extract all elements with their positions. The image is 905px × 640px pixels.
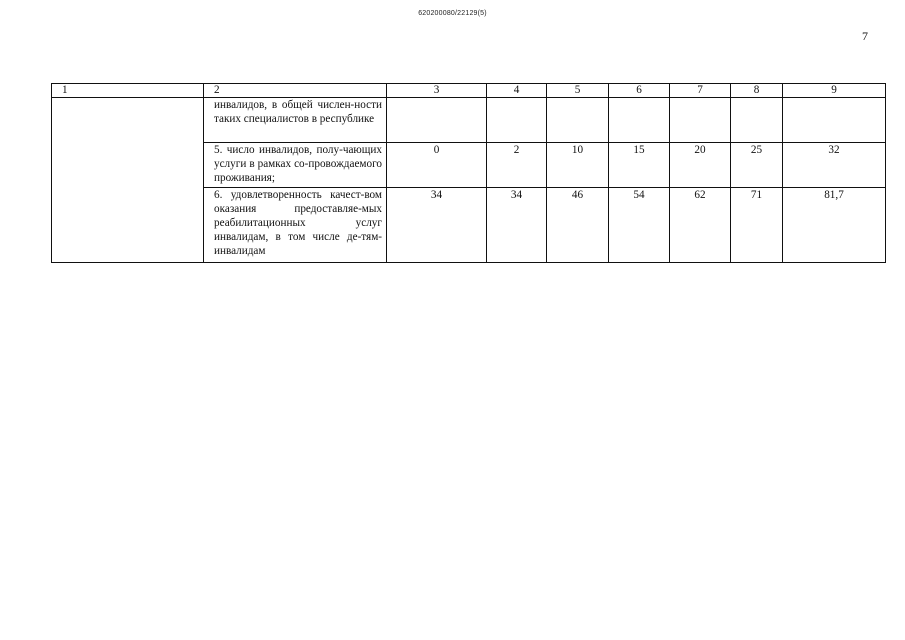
column-header-5: 5	[547, 84, 609, 98]
table-cell-value: 71	[731, 188, 783, 263]
table-cell-description: инвалидов, в общей числен-ности таких специалистов в республике	[204, 98, 387, 143]
page-number: 7	[862, 29, 868, 43]
table-cell-value: 46	[547, 188, 609, 263]
table-cell-value: 54	[609, 188, 670, 263]
column-header-7: 7	[670, 84, 731, 98]
table-cell-value	[783, 98, 886, 143]
table-cell-value: 32	[783, 143, 886, 188]
table-cell-description: 5. число инвалидов, полу-чающих услуги в рамках со-провождаемого проживания;	[204, 143, 387, 188]
table-cell-value: 15	[609, 143, 670, 188]
table-cell-col1	[52, 98, 204, 263]
column-header-1: 1	[52, 84, 204, 98]
column-header-8: 8	[731, 84, 783, 98]
table-cell-value: 62	[670, 188, 731, 263]
table-cell-value: 2	[487, 143, 547, 188]
table-cell-value: 10	[547, 143, 609, 188]
document-code: 620200080/22129(5)	[418, 10, 487, 17]
table-cell-value	[670, 98, 731, 143]
column-header-4: 4	[487, 84, 547, 98]
table-header-row	[52, 84, 886, 98]
table-cell-value: 34	[487, 188, 547, 263]
table-row	[52, 98, 886, 143]
table-cell-value: 0	[387, 143, 487, 188]
table-cell-value	[609, 98, 670, 143]
data-table	[51, 83, 886, 263]
column-header-9: 9	[783, 84, 886, 98]
table-cell-value	[387, 98, 487, 143]
table-cell-value	[547, 98, 609, 143]
table-cell-value: 20	[670, 143, 731, 188]
table-cell-description: 6. удовлетворенность качест-вом оказания предоставляе-мых реабилитационных услуг инвалидам, в том числе де-тям-инвалидам	[204, 188, 387, 263]
table-cell-value: 25	[731, 143, 783, 188]
table-cell-value: 34	[387, 188, 487, 263]
column-header-6: 6	[609, 84, 670, 98]
column-header-3: 3	[387, 84, 487, 98]
table-cell-value	[731, 98, 783, 143]
table-cell-value	[487, 98, 547, 143]
table-cell-value: 81,7	[783, 188, 886, 263]
column-header-2: 2	[204, 84, 387, 98]
